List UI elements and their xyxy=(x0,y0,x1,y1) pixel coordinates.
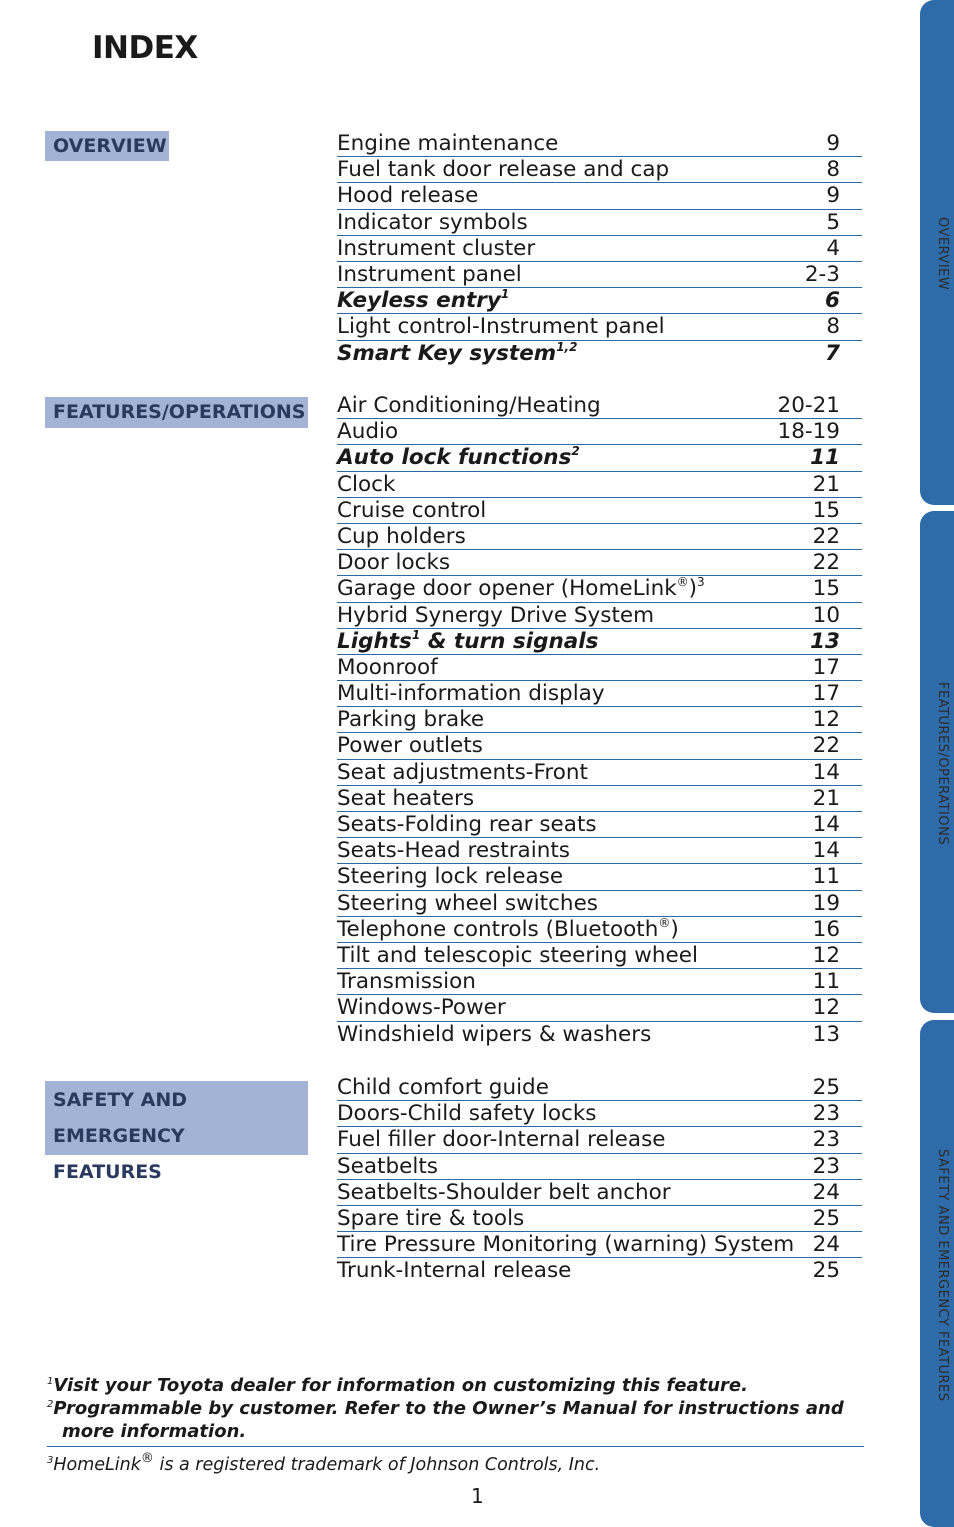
index-entry[interactable] xyxy=(337,1022,862,1048)
index-entry[interactable] xyxy=(337,550,862,576)
entry-name: Instrument cluster xyxy=(337,235,536,261)
entry-name: Engine maintenance xyxy=(337,131,559,156)
index-entry[interactable] xyxy=(337,236,862,262)
entry-page: 6 xyxy=(825,288,840,314)
index-entry[interactable] xyxy=(337,891,862,917)
index-entry[interactable] xyxy=(337,917,862,943)
index-entry[interactable] xyxy=(337,288,862,314)
entry-page: 15 xyxy=(812,497,840,523)
entry-page: 20-21 xyxy=(777,393,840,418)
entry-name: Garage door opener (HomeLink®)$^3$ xyxy=(337,575,705,602)
entry-page: 11 xyxy=(810,445,840,471)
entry-name: Doors-Child safety locks xyxy=(337,1101,597,1127)
entry-name: Steering wheel switches xyxy=(337,890,598,916)
index-entry[interactable] xyxy=(337,210,862,236)
entry-page: 9 xyxy=(826,131,840,156)
entry-page: 22 xyxy=(812,733,840,759)
safety-entry-list xyxy=(337,1075,862,1285)
index-entry[interactable] xyxy=(337,576,862,602)
section-label-safety-line1: SAFETY AND xyxy=(53,1089,188,1111)
index-entry[interactable] xyxy=(337,131,862,157)
entry-page: 15 xyxy=(812,576,840,602)
footnotes xyxy=(47,1374,867,1477)
registered-mark: ® xyxy=(676,575,689,590)
footnote-1: $^1$Visit your Toyota dealer for information on customizing this feature. xyxy=(47,1375,748,1396)
entry-name: Multi-information display xyxy=(337,681,605,707)
index-entry[interactable] xyxy=(337,969,862,995)
index-entry[interactable] xyxy=(337,786,862,812)
entry-name: Moonroof xyxy=(337,654,438,680)
index-entry[interactable] xyxy=(337,419,862,445)
entry-name: Seat adjustments-Front xyxy=(337,759,588,785)
index-entry[interactable] xyxy=(337,1075,862,1101)
entry-page: 11 xyxy=(812,864,840,890)
footnote-marker: 3 xyxy=(697,575,705,590)
entry-page: 2-3 xyxy=(804,261,840,287)
entry-page: 7 xyxy=(825,340,840,366)
entry-page: 13 xyxy=(812,1021,840,1047)
entry-name: Seatbelts-Shoulder belt anchor xyxy=(337,1179,671,1205)
entry-name: Fuel tank door release and cap xyxy=(337,157,670,183)
entry-name: Air Conditioning/Heating xyxy=(337,393,601,418)
overview-entry-list xyxy=(337,131,862,367)
index-entry[interactable] xyxy=(337,157,862,183)
entry-name: Trunk-Internal release xyxy=(337,1258,572,1284)
entry-page: 10 xyxy=(812,602,840,628)
entry-name: Cup holders xyxy=(337,523,466,549)
entry-page: 12 xyxy=(812,707,840,733)
entry-page: 8 xyxy=(826,157,840,183)
index-entry[interactable] xyxy=(337,603,862,629)
entry-name: Seatbelts xyxy=(337,1153,438,1179)
index-entry[interactable] xyxy=(337,1206,862,1232)
index-entry[interactable] xyxy=(337,760,862,786)
entry-page: 13 xyxy=(810,628,840,654)
entry-name: Windshield wipers & washers xyxy=(337,1021,652,1047)
index-entry[interactable] xyxy=(337,183,862,209)
entry-name: Cruise control xyxy=(337,497,487,523)
entry-name: Hood release xyxy=(337,183,479,209)
footnote-2-continued: more information. xyxy=(62,1421,247,1442)
index-entry[interactable] xyxy=(337,1127,862,1153)
index-entry[interactable] xyxy=(337,943,862,969)
footnote-marker: 1 xyxy=(500,287,510,302)
entry-name: Smart Key system$^{1,2}$ xyxy=(337,339,578,366)
entry-name: Seats-Folding rear seats xyxy=(337,812,597,837)
entry-page: 17 xyxy=(812,681,840,707)
page-title: INDEX xyxy=(92,30,198,66)
footnote-3: $^3$HomeLink® is a registered trademark of Johnson Controls, Inc. xyxy=(47,1451,601,1475)
entry-page: 24 xyxy=(812,1179,840,1205)
index-entry[interactable] xyxy=(337,1258,862,1284)
entry-page: 14 xyxy=(812,838,840,864)
section-label-features: FEATURES/OPERATIONS xyxy=(45,397,308,428)
entry-name: Auto lock functions$^2$ xyxy=(337,444,580,471)
side-tab-safety-label: SAFETY AND EMERGENCY FEATURES xyxy=(935,1149,950,1402)
entry-name: Tire Pressure Monitoring (warning) System xyxy=(337,1232,795,1258)
entry-page: 25 xyxy=(812,1075,840,1100)
index-entry[interactable] xyxy=(337,498,862,524)
index-entry[interactable] xyxy=(337,1154,862,1180)
section-label-overview: OVERVIEW xyxy=(45,131,169,161)
entry-page: 14 xyxy=(812,812,840,837)
entry-name: Tilt and telescopic steering wheel xyxy=(337,942,698,968)
entry-name: Parking brake xyxy=(337,707,485,733)
entry-name: Steering lock release xyxy=(337,864,564,890)
entry-page: 12 xyxy=(812,942,840,968)
index-entry[interactable] xyxy=(337,341,862,367)
index-entry[interactable] xyxy=(337,314,862,340)
entry-name: Audio xyxy=(337,419,399,445)
index-entry[interactable] xyxy=(337,812,862,838)
entry-name: Indicator symbols xyxy=(337,209,528,235)
index-entry[interactable] xyxy=(337,1232,862,1258)
index-entry[interactable] xyxy=(337,733,862,759)
section-label-safety-line2: EMERGENCY FEATURES xyxy=(53,1125,185,1183)
entry-name: Child comfort guide xyxy=(337,1075,549,1100)
index-entry[interactable] xyxy=(337,393,862,419)
index-entry[interactable] xyxy=(337,995,862,1021)
entry-page: 12 xyxy=(812,995,840,1021)
entry-name: Power outlets xyxy=(337,733,483,759)
entry-page: 17 xyxy=(812,654,840,680)
features-entry-list xyxy=(337,393,862,1048)
index-entry[interactable] xyxy=(337,262,862,288)
entry-page: 25 xyxy=(812,1205,840,1231)
entry-name: Windows-Power xyxy=(337,995,506,1021)
footnote-2: $^2$Programmable by customer. Refer to the Owner’s Manual for instructions and xyxy=(47,1398,844,1419)
entry-page: 21 xyxy=(812,471,840,497)
entry-page: 14 xyxy=(812,759,840,785)
entry-page: 16 xyxy=(812,916,840,942)
entry-page: 5 xyxy=(826,209,840,235)
registered-mark: ® xyxy=(658,915,671,930)
entry-page: 23 xyxy=(812,1101,840,1127)
registered-mark: ® xyxy=(140,1451,154,1466)
entry-page: 23 xyxy=(812,1127,840,1153)
entry-page: 18-19 xyxy=(777,419,840,445)
index-entry[interactable] xyxy=(337,445,862,471)
entry-page: 25 xyxy=(812,1258,840,1284)
entry-name: Fuel filler door-Internal release xyxy=(337,1127,666,1153)
entry-name: Spare tire & tools xyxy=(337,1205,525,1231)
entry-name: Telephone controls (Bluetooth®) xyxy=(337,915,679,942)
index-entry[interactable] xyxy=(337,1180,862,1206)
side-tab-overview-label: OVERVIEW xyxy=(935,217,950,291)
entry-name: Lights$^1$ & turn signals xyxy=(337,627,599,654)
entry-page: 24 xyxy=(812,1232,840,1258)
entry-name: Light control-Instrument panel xyxy=(337,314,665,340)
entry-page: 11 xyxy=(812,969,840,995)
index-entry[interactable] xyxy=(337,524,862,550)
entry-name: Clock xyxy=(337,471,396,497)
entry-name: Hybrid Synergy Drive System xyxy=(337,602,655,628)
index-entry[interactable] xyxy=(337,629,862,655)
entry-name: Door locks xyxy=(337,550,451,576)
index-entry[interactable] xyxy=(337,707,862,733)
entry-page: 23 xyxy=(812,1153,840,1179)
entry-page: 21 xyxy=(812,785,840,811)
side-tab-features-label: FEATURES/OPERATIONS xyxy=(935,682,950,846)
entry-page: 9 xyxy=(826,183,840,209)
entry-page: 8 xyxy=(826,314,840,340)
entry-name: Seat heaters xyxy=(337,785,475,811)
entry-page: 22 xyxy=(812,523,840,549)
footnote-marker: 2 xyxy=(571,444,580,459)
page-number: 1 xyxy=(471,1484,484,1508)
entry-name: Seats-Head restraints xyxy=(337,838,570,864)
index-entry[interactable] xyxy=(337,681,862,707)
entry-name: Instrument panel xyxy=(337,261,522,287)
index-entry[interactable] xyxy=(337,472,862,498)
index-entry[interactable] xyxy=(337,1101,862,1127)
index-entry[interactable] xyxy=(337,655,862,681)
footnote-marker: 1 xyxy=(411,627,421,642)
entry-name: Transmission xyxy=(337,969,476,995)
entry-page: 4 xyxy=(826,235,840,261)
footnote-marker: 1,2 xyxy=(556,339,578,354)
index-entry[interactable] xyxy=(337,838,862,864)
entry-page: 19 xyxy=(812,890,840,916)
section-label-safety xyxy=(45,1081,308,1183)
index-entry[interactable] xyxy=(337,864,862,890)
entry-name: Keyless entry$^1$ xyxy=(337,287,510,314)
entry-page: 22 xyxy=(812,550,840,576)
